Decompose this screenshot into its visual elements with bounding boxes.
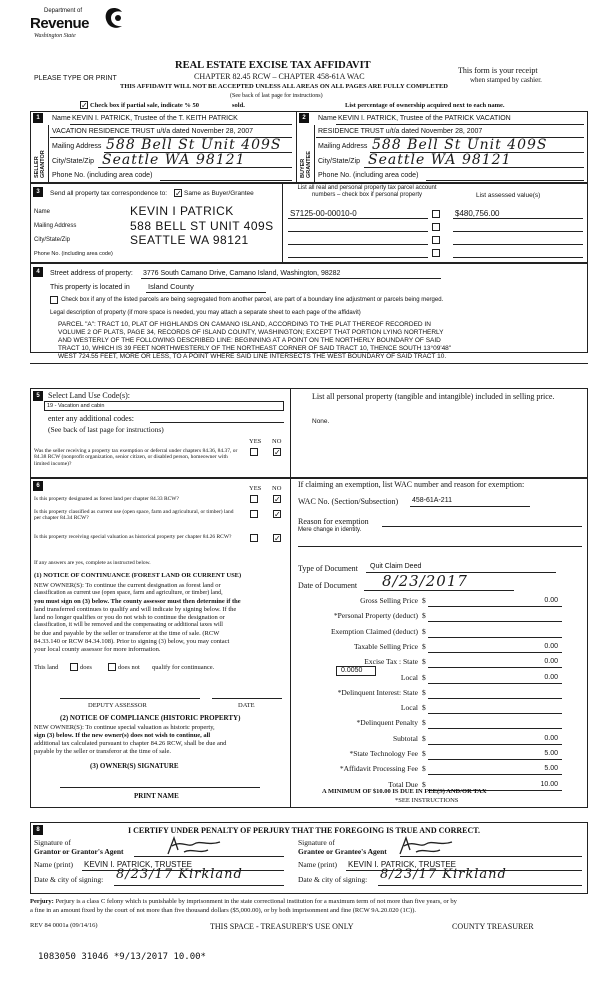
land-use-label: Select Land Use Code(s): (48, 391, 130, 400)
legal-line-5[interactable]: WEST 724.55 FEET, MORE OR LESS, TO A POINT WHERE SAID LINE INTERSECTS THE WEST BOUNDARY OF SAID TRACT 10. (58, 353, 447, 360)
tax-row-label: Subtotal (392, 734, 418, 743)
logo-line-1: Department of (44, 8, 83, 14)
seller-phone-label: Phone No. (including area code) (52, 172, 153, 179)
parcel-personal-checkbox-1[interactable] (432, 210, 440, 218)
legal-label: Legal description of property (if more space is needed, you may attach a separate sheet to each page of the affidavit) (50, 310, 361, 316)
tax-row-value[interactable]: 5.00 (544, 750, 558, 757)
s6-q1-no[interactable]: ✓ (274, 495, 281, 504)
cont-body-6: classification, it will be removed and the compensating or additional taxes will (34, 622, 223, 628)
grantor-name-label: Name (print) (34, 860, 73, 869)
grantor-sig-label: Signature of (34, 838, 71, 847)
see-back: (See back of last page for instructions) (230, 93, 323, 99)
form-revision: REV 84 0001a (09/14/16) (30, 922, 98, 929)
parcel-personal-checkbox-3[interactable] (432, 236, 440, 244)
tax-row-currency: $ (422, 673, 426, 682)
percent-ownership-note: List percentage of ownership acquired next to each name. (345, 102, 505, 109)
comp-1: NEW OWNER(S): To continue special valuation as historic property, (34, 724, 215, 731)
partial-sale-sold: sold. (232, 102, 245, 109)
corr-phone-label: Phone No. (including area code) (34, 251, 113, 257)
legal-line-1[interactable]: PARCEL "A": TRACT 10, PLAT OF HIGHLANDS ON CAMANO ISLAND, ACCORDING TO THE PLAT THEREOF RECORDED IN (58, 321, 431, 328)
section-8-badge: 8 (33, 825, 43, 835)
section-1-badge: 1 (33, 113, 43, 123)
tax-row-currency: $ (422, 718, 426, 727)
grantee-label: Grantee or Grantee's Agent (298, 847, 387, 856)
same-as-buyer-checkbox[interactable]: ✓ (175, 189, 182, 198)
street-address[interactable]: 3776 South Camano Drive, Camano Island, Washington, 98282 (143, 270, 341, 277)
corr-city-label: City/State/Zip (34, 237, 71, 243)
tax-row-value[interactable]: 0.00 (544, 658, 558, 665)
located-county[interactable]: Island County (148, 282, 194, 291)
tax-row-label: Total Due (388, 780, 418, 789)
seller-name-line-2[interactable]: VACATION RESIDENCE TRUST u/t/a dated November 28, 2007 (52, 128, 254, 135)
print-name: PRINT NAME (134, 792, 179, 800)
buyer-phone-label: Phone No. (including area code) (318, 172, 419, 179)
cont-body-8: 84.33.140 or RCW 84.34.108). Prior to signing (3) below, you may contact (34, 638, 230, 645)
perjury-bold: Perjury: (30, 898, 54, 905)
segregated-label: Check box if any of the listed parcels are being segregated from another parcel, are part of a boundary line adjustment or parcels being merged. (61, 297, 444, 303)
tax-row-label: *Delinquent Interest: State (337, 688, 418, 697)
located-label: This property is located in (50, 284, 130, 291)
doc-date-label: Date of Document (298, 581, 358, 590)
section-3-badge: 3 (33, 187, 43, 197)
partial-sale-label: Check box if partial sale, indicate % 50 (90, 102, 200, 109)
s6-question-3: Is this property receiving special valuation as historical property per chapter 84.26 RCW? (34, 534, 232, 540)
s6-q2-yes[interactable] (250, 510, 258, 518)
treasurer-use: THIS SPACE - TREASURER'S USE ONLY (210, 922, 354, 931)
legal-line-4[interactable]: TRACT 10, WHICH IS 39 FEET NORTHWESTERLY OF THE NORTHEAST CORNER OF SAID TRACT 10, THENCE SOUTH 13°09'48" (58, 345, 452, 352)
s6-q2-no[interactable]: ✓ (274, 510, 281, 519)
tax-row-label: *Affidavit Processing Fee (339, 764, 418, 773)
buyer-city[interactable]: Seattle WA 98121 (368, 152, 512, 168)
wac-label: WAC No. (Section/Subsection) (298, 497, 399, 506)
seller-name[interactable]: KEVIN I. PATRICK, Trustee of the T. KEITH PATRICK (72, 115, 238, 122)
comp-4: payable by the seller or transferor at the time of sale. (34, 748, 171, 755)
comp-2: sign (3) below. If the new owner(s) does not wish to continue, all (34, 732, 211, 739)
s5-no: NO (272, 438, 282, 445)
buyer-city-label: City/State/Zip (318, 158, 361, 165)
logo-line-3: Washington State (34, 33, 76, 39)
county-treasurer: COUNTY TREASURER (452, 922, 534, 931)
cont-body-3: you must sign on (3) below. The county assessor must then determine if the (34, 598, 241, 605)
continuance-title: (1) NOTICE OF CONTINUANCE (FOREST LAND OR CURRENT USE) (34, 572, 242, 579)
tax-row-currency: $ (422, 703, 426, 712)
cont-body-5: land no longer qualifies or you do not wish to continue the designation or (34, 614, 225, 621)
assessed-value[interactable]: $480,756.00 (455, 209, 500, 218)
tax-row-value[interactable]: 0.00 (544, 643, 558, 650)
s5-question: Was the seller receiving a property tax exemption or deferral under chapters 84.36, 84.37, or 84.38 RCW (nonprofit organization, senior citizen, or disabled person, homeowner with limited income)? (34, 448, 238, 467)
comp-3: additional tax calculated pursuant to chapter 84.26 RCW, shall be due and (34, 740, 227, 747)
corr-mailing[interactable]: 588 BELL ST UNIT 409S (130, 219, 274, 233)
grantee-name[interactable]: KEVIN I. PATRICK, TRUSTEE (348, 860, 457, 869)
section-4-badge: 4 (33, 267, 43, 277)
tax-row-currency: $ (422, 611, 426, 620)
logo-line-2: Revenue (30, 15, 90, 32)
tax-row-value[interactable]: 0.00 (544, 597, 558, 604)
local-rate: 0.0050 (341, 667, 363, 674)
seller-side-label: SELLER GRANTOR (34, 150, 47, 178)
perjury-text-2: a fine in an amount fixed by the court of not more than five thousand dollars ($5,000.00), or by both imprisonment and fine (RCW 9A.20.020 (1C)). (30, 907, 417, 914)
personal-property[interactable]: None. (312, 418, 330, 425)
grantee-sig-label: Signature of (298, 838, 335, 847)
see-instructions: *SEE INSTRUCTIONS (395, 797, 459, 804)
tax-row-currency: $ (422, 596, 426, 605)
minimum-due: A MINIMUM OF $10.00 IS DUE IN FEE(S) AND/OR TAX (322, 788, 487, 795)
grantor-name[interactable]: KEVIN I. PATRICK, TRUSTEE (84, 860, 193, 869)
deputy-date: DATE (238, 702, 255, 709)
corr-mailing-label: Mailing Address (34, 223, 77, 229)
parcel-personal-checkbox-4[interactable] (432, 249, 440, 257)
form-notice: THIS AFFIDAVIT WILL NOT BE ACCEPTED UNLESS ALL AREAS ON ALL PAGES ARE FULLY COMPLETED (120, 83, 448, 90)
tax-row-currency: $ (422, 764, 426, 773)
s5-no-checkbox[interactable]: ✓ (274, 448, 281, 457)
personal-property-label: List all personal property (tangible and intangible) included in selling price. (312, 392, 555, 401)
doc-date[interactable]: 8/23/2017 (382, 572, 468, 590)
land-use-value: 19 - Vacation and cabin (47, 403, 105, 409)
tax-row-currency: $ (422, 657, 426, 666)
corr-name-label: Name (34, 209, 51, 215)
s5-yes: YES (249, 438, 262, 445)
receipt-note-1: This form is your receipt (458, 66, 538, 75)
partial-sale-checkbox[interactable]: ✓ (81, 101, 88, 110)
s6-q1-yes[interactable] (250, 495, 258, 503)
exemption-claim-label: If claiming an exemption, list WAC number and reason for exemption: (298, 480, 525, 489)
same-as-buyer-label: Same as Buyer/Grantee (184, 190, 254, 197)
department-logo (30, 6, 130, 46)
land-qualify: qualify for continuance. (152, 664, 215, 671)
tax-row-label: *Delinquent Penalty (356, 718, 418, 727)
seller-name-label: Name (52, 115, 71, 122)
segregated-checkbox[interactable] (50, 296, 58, 304)
buyer-name-line-2[interactable]: RESIDENCE TRUST u/t/a dated November 28, 2007 (318, 128, 483, 135)
s6-question-2: Is this property classified as current use (open space, farm and agricultural, or timber) land per chapter 84.34 RCW? (34, 509, 234, 522)
land-does-not-checkbox[interactable] (108, 663, 116, 671)
section-5-badge: 5 (33, 391, 43, 401)
tax-row-label: Taxable Selling Price (353, 642, 418, 651)
seller-city[interactable]: Seattle WA 98121 (102, 152, 246, 168)
s6-question-1: Is this property designated as forest land per chapter 84.33 RCW? (34, 496, 179, 502)
tax-row-currency: $ (422, 749, 426, 758)
buyer-name-label: Name (318, 115, 337, 122)
cont-body-4: land transferred continues to qualify and will indicate by signing below. If the (34, 606, 237, 613)
tax-row-value[interactable]: 0.00 (544, 735, 558, 742)
corr-name[interactable]: KEVIN I PATRICK (130, 204, 234, 218)
parcel-number[interactable]: S7125-00-00010-0 (290, 209, 357, 218)
deputy-assessor: DEPUTY ASSESSOR (88, 702, 147, 709)
tax-row-currency: $ (422, 627, 426, 636)
doc-type-label: Type of Document (298, 564, 358, 573)
section-2-badge: 2 (299, 113, 309, 123)
land-use-see-back: (See back of last page for instructions) (48, 425, 164, 434)
cont-body-1: NEW OWNER(S): To continue the current designation as forest land or (34, 582, 221, 589)
cont-body-7: be due and payable by the seller or transferor at the time of sale. (RCW (34, 630, 220, 637)
please-type: PLEASE TYPE OR PRINT (34, 75, 117, 82)
tax-row-label: Local (400, 673, 418, 682)
certify-statement: I CERTIFY UNDER PENALTY OF PERJURY THAT THE FOREGOING IS TRUE AND CORRECT. (128, 826, 481, 835)
land-does-checkbox[interactable] (70, 663, 78, 671)
land-does: does (80, 664, 92, 671)
parcel-header: List all real and personal property tax parcel account numbers – check box if personal property (297, 185, 437, 198)
seller-mailing[interactable]: 588 Bell St Unit 409S (106, 137, 282, 153)
wac-number[interactable]: 458-61A-211 (412, 497, 452, 504)
send-correspondence-label: Send all property tax correspondence to: (50, 190, 168, 197)
tax-row-label: Gross Selling Price (360, 596, 418, 605)
grantee-date[interactable]: 8/23/17 Kirkland (380, 867, 507, 882)
seller-city-label: City/State/Zip (52, 158, 95, 165)
tax-row-currency: $ (422, 734, 426, 743)
cont-body-9: your local county assessor for more information. (34, 646, 161, 653)
s6-q3-no[interactable]: ✓ (274, 534, 281, 543)
owner-signature: (3) OWNER(S) SIGNATURE (90, 762, 179, 770)
section-6-badge: 6 (33, 481, 43, 491)
doc-type[interactable]: Quit Claim Deed (370, 563, 422, 570)
assessed-header: List assessed value(s) (476, 192, 541, 199)
grantor-date-label: Date & city of signing: (34, 875, 104, 884)
revenue-swirl-icon (102, 6, 126, 32)
tax-row-label: *State Technology Fee (349, 749, 418, 758)
grantor-label: Grantor or Grantor's Agent (34, 847, 124, 856)
grantor-date[interactable]: 8/23/17 Kirkland (116, 867, 243, 882)
tax-row-currency: $ (422, 780, 426, 789)
tax-row-label: Exemption Claimed (deduct) (330, 627, 418, 636)
buyer-name[interactable]: KEVIN I. PATRICK, Trustee of the PATRICK VACATION (338, 115, 511, 122)
s6-no: NO (272, 485, 282, 492)
tax-row-value[interactable]: 10.00 (540, 781, 558, 788)
reason-label: Reason for exemption (298, 517, 369, 526)
tax-row-value[interactable]: 5.00 (544, 765, 558, 772)
reason[interactable]: Mere change in identity. (298, 527, 362, 533)
grantee-name-label: Name (print) (298, 860, 337, 869)
tax-row-label: Local (400, 703, 418, 712)
legal-line-2[interactable]: VOLUME 2 OF PLATS, PAGE 34, RECORDS OF ISLAND COUNTY, WASHINGTON; EXCEPT THAT PORTION LYING NORTHERLY (58, 329, 444, 336)
tax-row-currency: $ (422, 688, 426, 697)
land-label: This land (34, 664, 59, 671)
cont-body-2: classification as current use (open space, farm and agriculture, or timber) land, (34, 590, 223, 596)
parcel-personal-checkbox-2[interactable] (432, 223, 440, 231)
tax-row-label: *Personal Property (deduct) (333, 611, 418, 620)
grantor-signature-icon (164, 834, 224, 858)
s6-q3-yes[interactable] (250, 534, 258, 542)
buyer-mailing-label: Mailing Address (318, 143, 368, 150)
compliance-title: (2) NOTICE OF COMPLIANCE (HISTORIC PROPERTY) (60, 714, 241, 722)
seller-mailing-label: Mailing Address (52, 143, 102, 150)
cashier-stamp: 1083050 31046 *9/13/2017 10.00* (38, 952, 206, 962)
form-chapter: CHAPTER 82.45 RCW – CHAPTER 458-61A WAC (194, 72, 365, 81)
receipt-note-2: when stamped by cashier. (470, 76, 542, 84)
tax-row-value[interactable]: 0.00 (544, 674, 558, 681)
grantee-date-label: Date & city of signing: (298, 875, 368, 884)
grantee-signature-icon (396, 834, 456, 858)
corr-city[interactable]: SEATTLE WA 98121 (130, 233, 249, 247)
form-title: REAL ESTATE EXCISE TAX AFFIDAVIT (175, 60, 371, 71)
s6-yes: YES (249, 485, 262, 492)
legal-line-3[interactable]: AND WESTERLY OF THE FOLLOWING DESCRIBED LINE: BEGINNING AT A POINT ON THE NORTHERLY BOUNDARY OF SAID (58, 337, 441, 344)
s5-yes-checkbox[interactable] (250, 448, 258, 456)
perjury-text: Perjury is a class C felony which is punishable by imprisonment in the state correctional institution for a maximum term of not more than five years, or by (55, 898, 457, 905)
land-does-not: does not (118, 664, 140, 671)
additional-codes-label: enter any additional codes: (48, 414, 134, 423)
buyer-side-label: BUYER GRANTEE (300, 151, 313, 178)
s6-if-yes: If any answers are yes, complete as instructed below. (34, 560, 151, 566)
street-label: Street address of property: (50, 270, 133, 277)
tax-row-currency: $ (422, 642, 426, 651)
buyer-mailing[interactable]: 588 Bell St Unit 409S (372, 137, 548, 153)
tax-row-label: Excise Tax : State (364, 657, 418, 666)
